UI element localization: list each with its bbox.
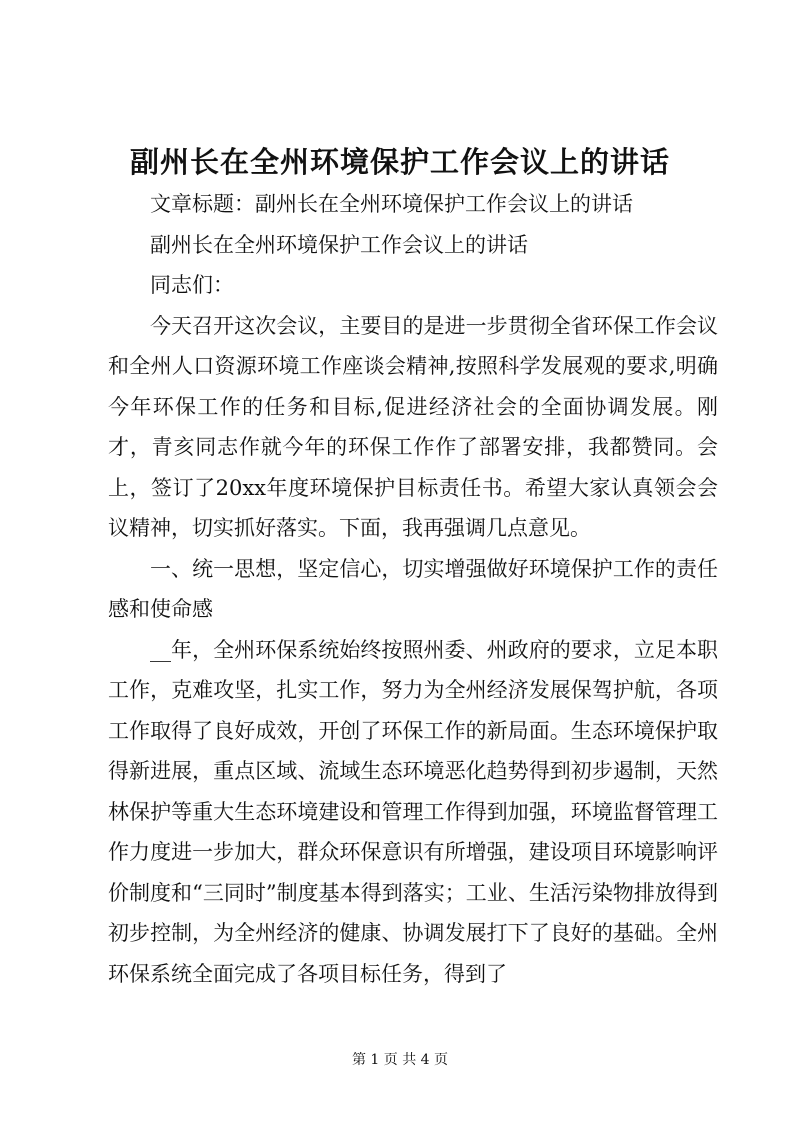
article-title-line: 文章标题：副州长在全州环境保护工作会议上的讲话 xyxy=(150,192,633,216)
opening-paragraph: 今天召开这次会议，主要目的是进一步贯彻全省环保工作会议和全州人口资源环境工作座谈会精神,按照科学发展观的要求,明确今年环保工作的任务和目标,促进经济社会的全面协调发展。刚才，青亥同志作就今年的环保工作作了部署安排，我都赞同。会上，签订了20xx年度环境保护目标责任书。希望大家认真领会会议精神，切实抓好落实。下面，我再强调几点意见。 xyxy=(108,313,718,540)
salutation: 同志们： xyxy=(150,273,234,297)
document-body xyxy=(108,184,718,994)
document-title: 副州长在全州环境保护工作会议上的讲话 xyxy=(129,145,670,179)
page-number-footer: 第 1 页 共 4 页 xyxy=(351,1052,449,1068)
section-1-paragraph: __年，全州环保系统始终按照州委、州政府的要求，立足本职工作，克难攻坚，扎实工作，努力为全州经济发展保驾护航，各项工作取得了良好成效，开创了环保工作的新局面。生态环境保护取得新进展，重点区域、流域生态环境恶化趋势得到初步遏制，天然林保护等重大生态环境建设和管理工作得到加强，环境监督管理工作力度进一步加大，群众环保意识有所增强，建设项目环境影响评价制度和“三同时”制度基本得到落实；工业、生活污染物排放得到初步控制，为全州经济的健康、协调发展打下了良好的基础。全州环保系统全面完成了各项目标任务，得到了 xyxy=(108,637,718,986)
speech-heading-line: 副州长在全州环境保护工作会议上的讲话 xyxy=(150,232,528,257)
section-heading-1: 一、统一思想，坚定信心，切实增强做好环境保护工作的责任感和使命感 xyxy=(108,556,718,621)
